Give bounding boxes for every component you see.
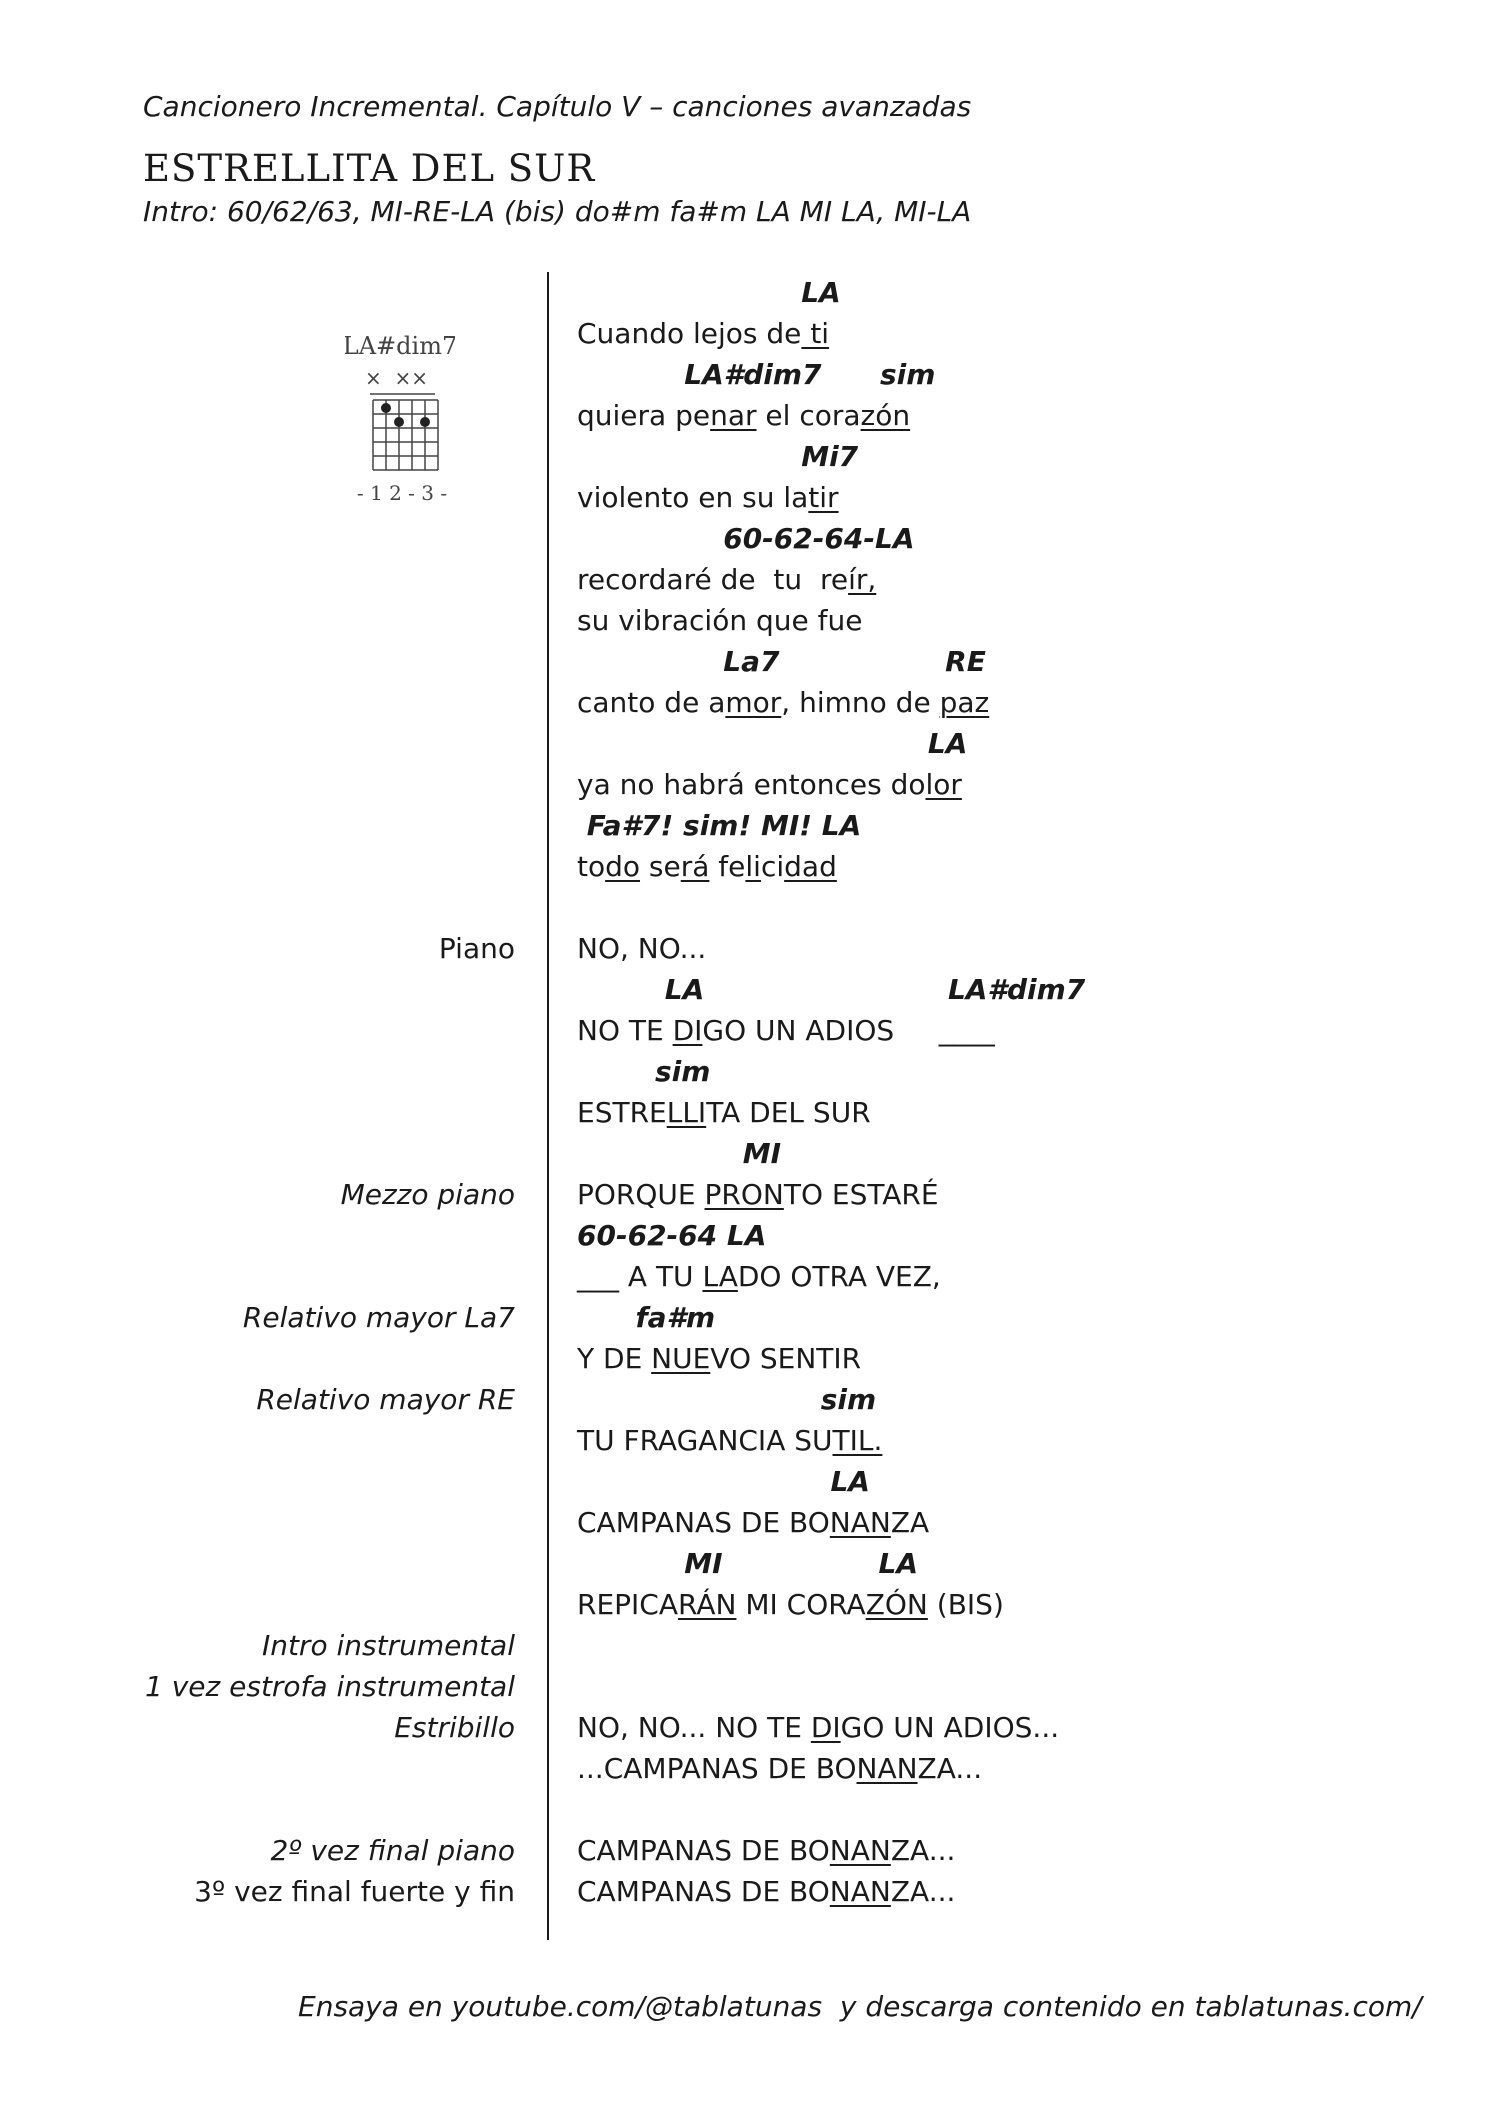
stressed-syllable: nar [710, 399, 757, 432]
stressed-syllable: lor [925, 768, 962, 801]
lyric-line [577, 1174, 939, 1215]
chord-diagram-name: LA#dim7 [345, 332, 455, 360]
song-row [0, 1871, 1489, 1912]
song-row [0, 1256, 1489, 1297]
song-row [0, 928, 1489, 969]
lyric-line [577, 395, 910, 436]
song-row [0, 846, 1489, 887]
lyric-line [577, 846, 837, 887]
song-row [0, 1215, 1489, 1256]
chord-line [577, 1297, 715, 1338]
song-row [0, 559, 1489, 600]
song-row [0, 1051, 1489, 1092]
song-row [0, 1502, 1489, 1543]
text-segment: ya no habrá entonces do [577, 768, 926, 801]
lyric-line [577, 600, 862, 641]
text-segment: NO, NO... [577, 932, 707, 965]
intro-line: Intro: 60/62/63, MI-RE-LA (bis) do#m fa#m LA MI LA, MI-LA [143, 195, 972, 228]
text-segment: PORQUE [577, 1178, 705, 1211]
lyric-line [577, 1871, 955, 1912]
lyric-line [577, 1092, 871, 1133]
song-row [0, 1379, 1489, 1420]
song-row [0, 1707, 1489, 1748]
chord-line [577, 1051, 710, 1092]
lyric-line [577, 764, 962, 805]
text-segment: GO UN ADIOS... [840, 1711, 1060, 1744]
text-segment: ___ A TU [577, 1260, 703, 1293]
song-row [0, 1338, 1489, 1379]
lyric-line [577, 1707, 1059, 1748]
text-segment: Mi7 [577, 440, 859, 473]
song-row [0, 1543, 1489, 1584]
text-segment: ci [760, 850, 785, 883]
lyric-line [577, 559, 876, 600]
song-row [0, 436, 1489, 477]
text-segment: ____ [938, 1014, 995, 1047]
text-segment: fa#m [577, 1301, 716, 1334]
song-title: ESTRELLITA DEL SUR [143, 147, 596, 190]
text-segment: recordaré de tu re [577, 563, 849, 596]
text-segment: ESTRE [577, 1096, 667, 1129]
song-row [0, 272, 1489, 313]
stressed-syllable: PRON [704, 1178, 784, 1211]
text-segment: ...CAMPANAS DE BO [577, 1752, 857, 1785]
text-segment: fe [709, 850, 746, 883]
text-segment: LA LA#dim7 [577, 973, 1086, 1006]
stressed-syllable: paz [939, 686, 990, 719]
text-segment: NO TE [577, 1014, 673, 1047]
stressed-syllable: NAN [829, 1506, 891, 1539]
songbook-header: Cancionero Incremental. Capítulo V – canciones avanzadas [143, 90, 972, 123]
chord-line [577, 1215, 766, 1256]
chord-line [577, 969, 1085, 1010]
stressed-syllable: NUE [651, 1342, 711, 1375]
stressed-syllable: ír, [848, 563, 877, 596]
performance-note: Estribillo [394, 1711, 515, 1744]
song-row [0, 1625, 1489, 1666]
text-segment: CAMPANAS DE BO [577, 1506, 830, 1539]
stressed-syllable: NAN [829, 1834, 891, 1867]
lyric-line [577, 928, 706, 969]
song-row [0, 1584, 1489, 1625]
song-row [0, 887, 1489, 928]
song-row [0, 764, 1489, 805]
song-row [0, 1174, 1489, 1215]
text-segment: se [640, 850, 681, 883]
performance-note: Piano [438, 932, 515, 965]
lyric-line [577, 1584, 1004, 1625]
lyric-line [577, 1748, 982, 1789]
stressed-syllable: li [745, 850, 761, 883]
text-segment: 60-62-64 LA [577, 1219, 767, 1252]
stressed-syllable: LA [702, 1260, 738, 1293]
lyric-line [577, 477, 839, 518]
song-row [0, 1666, 1489, 1707]
stressed-syllable: NAN [856, 1752, 918, 1785]
text-segment: MI LA [577, 1547, 918, 1580]
song-row [0, 1092, 1489, 1133]
lyric-line [577, 1338, 861, 1379]
song-row [0, 1420, 1489, 1461]
song-row [0, 395, 1489, 436]
text-segment: Fa#7! sim! MI! LA [577, 809, 862, 842]
chord-line [577, 436, 858, 477]
performance-note: Relativo mayor RE [256, 1383, 515, 1416]
footer-note: Ensaya en youtube.com/@tablatunas y descarga contenido en tablatunas.com/ [298, 1990, 1422, 2023]
text-segment: quiera pe [577, 399, 711, 432]
text-segment: canto de a [577, 686, 726, 719]
chord-line [577, 805, 861, 846]
text-segment: to [577, 850, 606, 883]
text-segment: ZA... [917, 1752, 983, 1785]
song-row [0, 477, 1489, 518]
stressed-syllable: zón [860, 399, 911, 432]
lyric-line [577, 1420, 882, 1461]
chord-line [577, 1543, 918, 1584]
song-row [0, 1010, 1489, 1051]
text-segment: violento en su la [577, 481, 809, 514]
text-segment: MI CORA [736, 1588, 866, 1621]
chord-line [577, 1133, 781, 1174]
song-row [0, 1830, 1489, 1871]
song-row [0, 723, 1489, 764]
lyric-line [577, 1502, 929, 1543]
text-segment: GO UN ADIOS [702, 1014, 939, 1047]
text-segment: NO, NO... NO TE [577, 1711, 811, 1744]
stressed-syllable: TIL. [832, 1424, 883, 1457]
text-segment: ZA... [890, 1834, 956, 1867]
song-row [0, 1789, 1489, 1830]
text-segment: su vibración que fue [577, 604, 863, 637]
text-segment: , himno de [781, 686, 940, 719]
text-segment: TA DEL SUR [706, 1096, 871, 1129]
song-row [0, 969, 1489, 1010]
chord-line [577, 272, 841, 313]
chord-line [577, 1461, 870, 1502]
song-row [0, 1133, 1489, 1174]
song-row [0, 641, 1489, 682]
lyric-line [577, 682, 989, 723]
song-row [0, 1461, 1489, 1502]
performance-note: 3º vez final fuerte y fin [194, 1875, 515, 1908]
stressed-syllable: ti [801, 317, 830, 350]
chord-diagram-fingering: - 1 2 - 3 - [356, 481, 448, 505]
text-segment: CAMPANAS DE BO [577, 1875, 830, 1908]
song-row [0, 805, 1489, 846]
text-segment: ZA... [890, 1875, 956, 1908]
song-row [0, 518, 1489, 559]
text-segment: LA [577, 1465, 870, 1498]
stressed-syllable: tir [808, 481, 839, 514]
text-segment: LA [577, 276, 841, 309]
text-segment: VO SENTIR [710, 1342, 862, 1375]
chord-line [577, 641, 986, 682]
text-segment: Y DE [577, 1342, 652, 1375]
text-segment: REPICA [577, 1588, 678, 1621]
text-segment: sim [577, 1055, 711, 1088]
text-segment: La7 RE [577, 645, 986, 678]
song-row [0, 1748, 1489, 1789]
text-segment: LA [577, 727, 968, 760]
stressed-syllable: NAN [829, 1875, 891, 1908]
stressed-syllable: DI [810, 1711, 841, 1744]
performance-note: Intro instrumental [261, 1629, 515, 1662]
stressed-syllable: rá [680, 850, 710, 883]
song-row [0, 682, 1489, 723]
performance-note: Mezzo piano [340, 1178, 515, 1211]
song-row [0, 313, 1489, 354]
chord-line [577, 1379, 876, 1420]
song-row [0, 600, 1489, 641]
performance-note: 2º vez final piano [270, 1834, 515, 1867]
text-segment: TU FRAGANCIA SU [577, 1424, 833, 1457]
text-segment: LA#dim7 sim [577, 358, 936, 391]
lyric-line [577, 1256, 941, 1297]
text-segment: ZA [890, 1506, 930, 1539]
stressed-syllable: do [605, 850, 641, 883]
text-segment: 60-62-64-LA [577, 522, 915, 555]
text-segment: Cuando lejos de [577, 317, 802, 350]
song-row [0, 354, 1489, 395]
text-segment: sim [577, 1383, 877, 1416]
stressed-syllable: ZÓN [865, 1588, 928, 1621]
text-segment: MI [577, 1137, 781, 1170]
chord-line [577, 723, 967, 764]
song-body [0, 272, 1489, 1912]
stressed-syllable: LLI [666, 1096, 707, 1129]
song-row [0, 1297, 1489, 1338]
stressed-syllable: dad [784, 850, 837, 883]
chord-diagram-muted-marks: × ×× [365, 366, 428, 390]
lyric-line [577, 313, 829, 354]
performance-note: Relativo mayor La7 [242, 1301, 515, 1334]
stressed-syllable: RÁN [678, 1588, 737, 1621]
lyric-line [577, 1010, 995, 1051]
text-segment: CAMPANAS DE BO [577, 1834, 830, 1867]
lyric-line [577, 1830, 955, 1871]
text-segment: (BIS) [927, 1588, 1004, 1621]
text-segment: el cora [756, 399, 861, 432]
chord-line [577, 354, 935, 395]
stressed-syllable: DI [672, 1014, 703, 1047]
performance-note: 1 vez estrofa instrumental [145, 1670, 515, 1703]
text-segment: DO OTRA VEZ, [737, 1260, 941, 1293]
text-segment: TO ESTARÉ [783, 1178, 939, 1211]
stressed-syllable: mor [725, 686, 782, 719]
chord-line [577, 518, 915, 559]
